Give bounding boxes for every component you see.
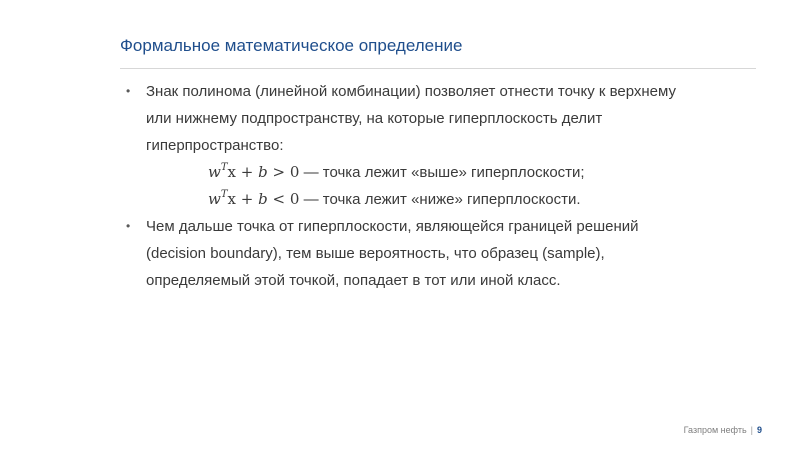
- slide-body: [126, 78, 766, 294]
- footer-separator: |: [750, 425, 753, 435]
- page-number: 9: [756, 425, 762, 435]
- title-divider: [120, 68, 756, 69]
- bullet-icon: •: [126, 219, 131, 233]
- bullet-line: Знак полинома (линейной комбинации) позволяет отнести точку к верхнему: [146, 83, 677, 100]
- bullet-line: (decision boundary), тем выше вероятность, что образец (sample),: [146, 245, 605, 262]
- bullet-item: [126, 213, 766, 294]
- formula-expression: $w^Tx + b < 0$: [208, 189, 300, 208]
- bullet-line: определяемый этой точкой, попадает в тот или иной класс.: [146, 272, 561, 289]
- formula-expression: $w^Tx + b > 0$: [208, 162, 300, 181]
- bullet-line: гиперпространство:: [146, 137, 284, 154]
- footer: [684, 425, 762, 435]
- formula-description: — точка лежит «ниже» гиперплоскости.: [299, 191, 581, 208]
- bullet-item: [126, 78, 766, 213]
- bullet-icon: •: [126, 84, 131, 98]
- bullet-line: Чем дальше точка от гиперплоскости, являющейся границей решений: [146, 218, 639, 235]
- bullet-line: или нижнему подпространству, на которые гиперплоскость делит: [146, 110, 603, 127]
- formula-below: [146, 186, 766, 213]
- slide-title: Формальное математическое определение: [120, 36, 463, 55]
- company-name: Газпром нефть: [683, 425, 747, 435]
- formula-above: [146, 159, 766, 186]
- formula-description: — точка лежит «выше» гиперплоскости;: [299, 164, 585, 181]
